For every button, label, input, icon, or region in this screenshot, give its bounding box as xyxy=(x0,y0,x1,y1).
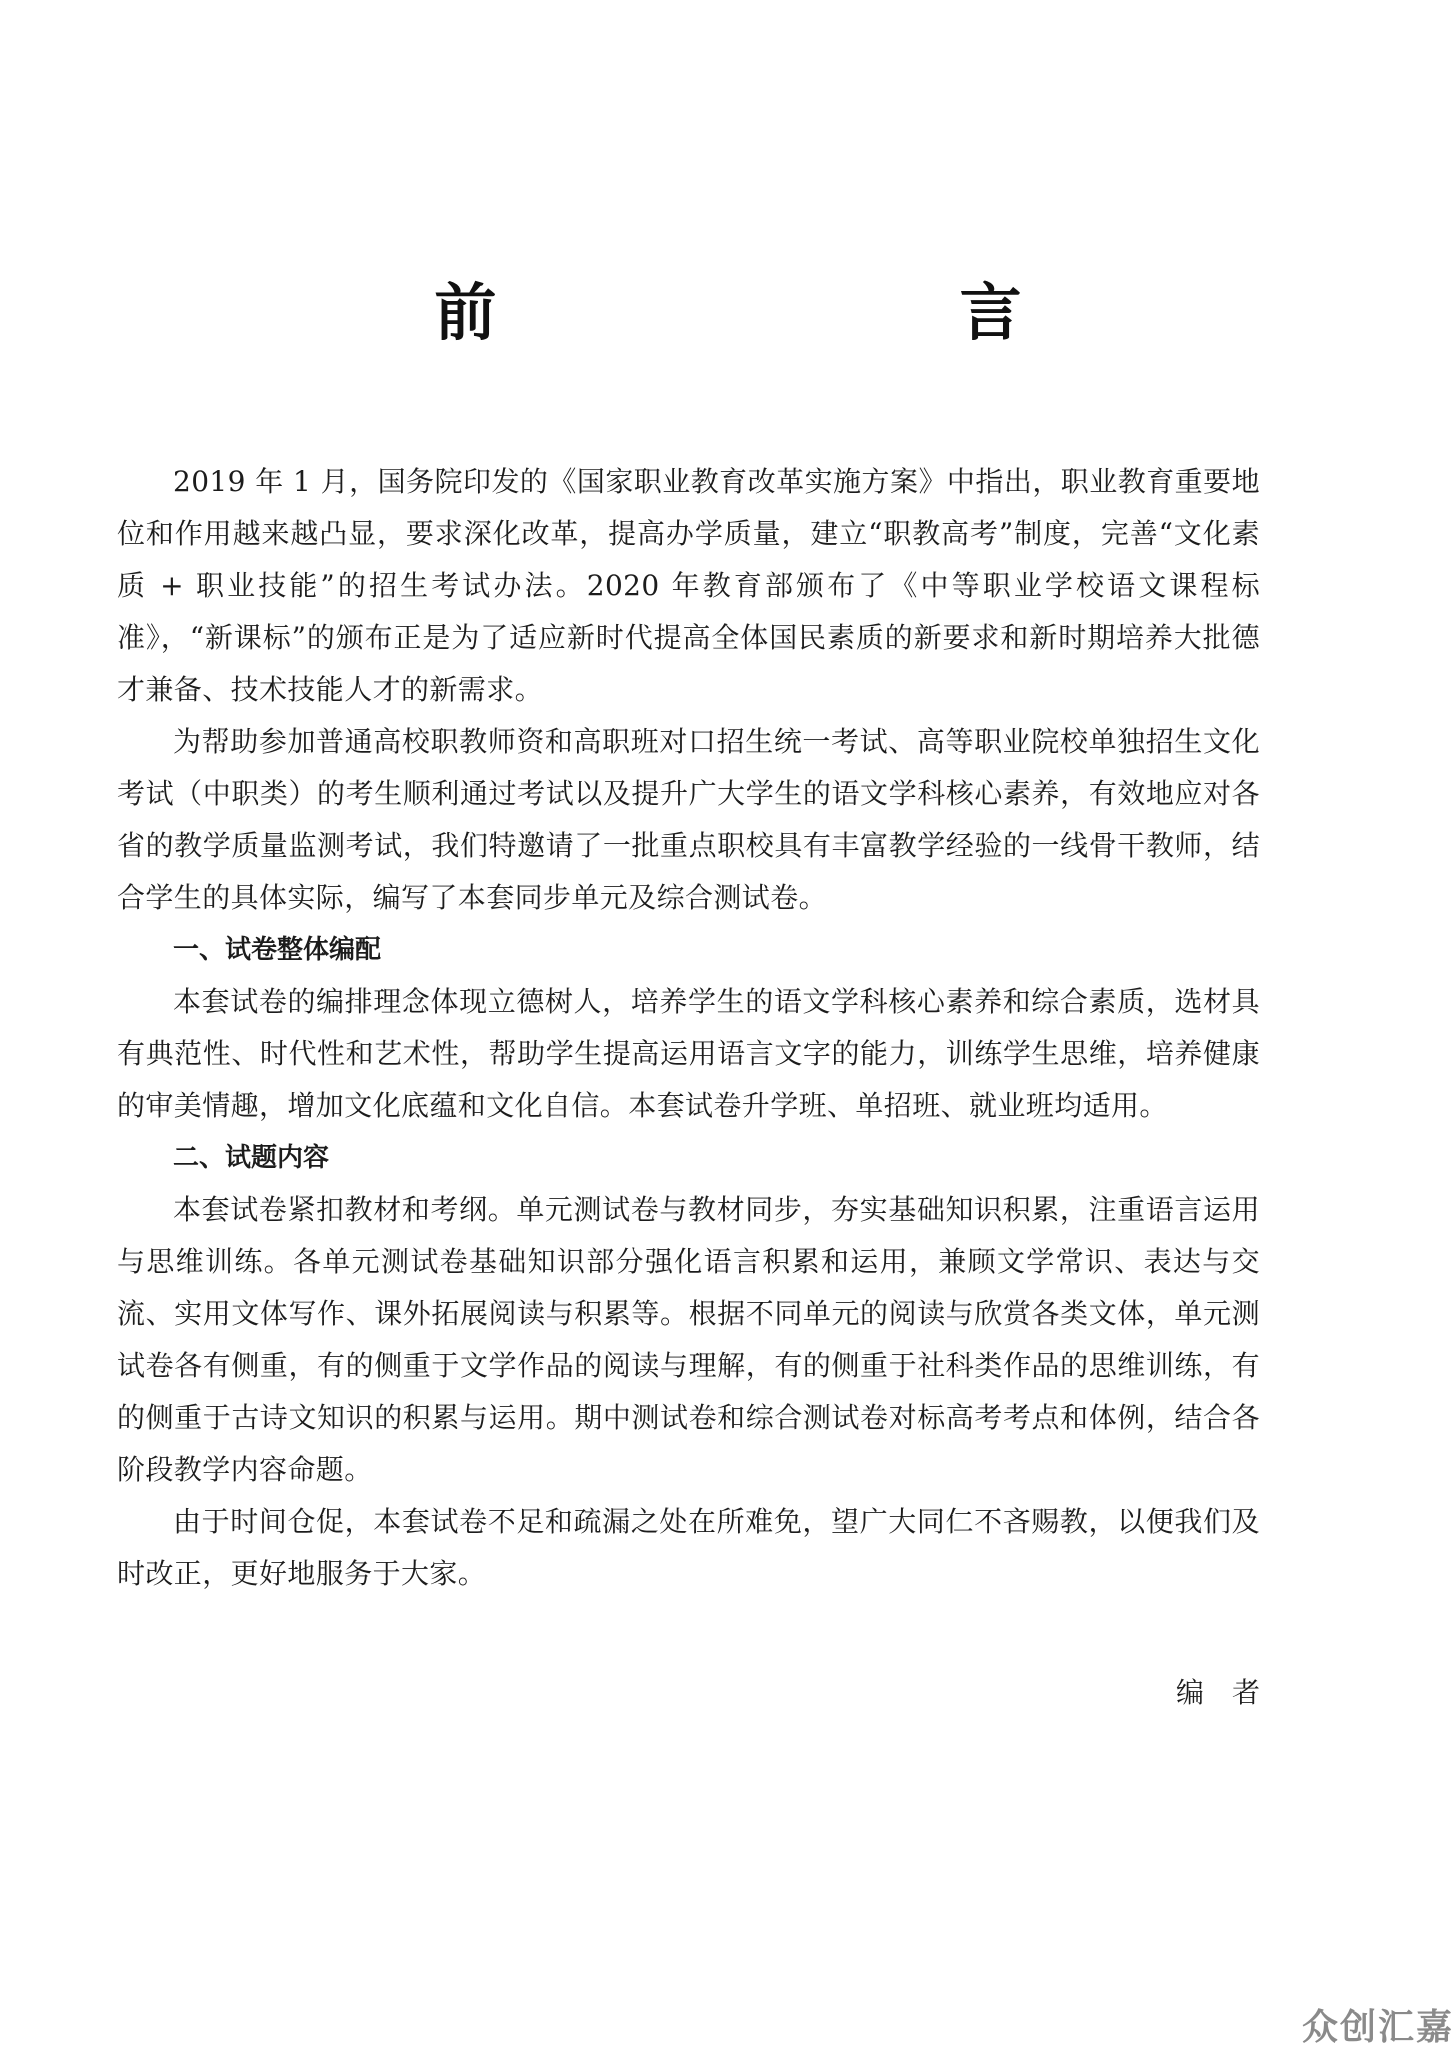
paragraph-purpose: 为帮助参加普通高校职教师资和高职班对口招生统一考试、高等职业院校单独招生文化考试（中职类）的考生顺利通过考试以及提升广大学生的语文学科核心素养，有效地应对各省的教学质量监测考试，我们特邀请了一批重点职校具有丰富教学经验的一线骨干教师，结合学生的具体实际，编写了本套同步单元及综合测试卷。 xyxy=(117,725,1260,914)
editor-signature: 编者 xyxy=(1175,1676,1288,1709)
watermark-text: 众创汇嘉 xyxy=(1302,2007,1455,2047)
preface-body xyxy=(117,456,1260,1600)
section-heading-structure: 一、试卷整体编配 xyxy=(173,935,382,965)
paragraph-structure: 本套试卷的编排理念体现立德树人，培养学生的语文学科核心素养和综合素质，选材具有典范性、时代性和艺术性，帮助学生提高运用语言文字的能力，训练学生思维，培养健康的审美情趣，增加文化底蕴和文化自信。本套试卷升学班、单招班、就业班均适用。 xyxy=(117,985,1260,1122)
watermark-logo xyxy=(1296,2001,1456,2047)
paragraph-content: 本套试卷紧扣教材和考纲。单元测试卷与教材同步，夯实基础知识积累，注重语言运用与思维训练。各单元测试卷基础知识部分强化语言积累和运用，兼顾文学常识、表达与交流、实用文体写作、课外拓展阅读与积累等。根据不同单元的阅读与欣赏各类文体，单元测试卷各有侧重，有的侧重于文学作品的阅读与理解，有的侧重于社科类作品的思维训练，有的侧重于古诗文知识的积累与运用。期中测试卷和综合测试卷对标高考考点和体例，结合各阶段教学内容命题。 xyxy=(117,1193,1260,1486)
page-title: 前 言 xyxy=(434,276,1162,349)
paragraph-closing: 由于时间仓促，本套试卷不足和疏漏之处在所难免，望广大同仁不吝赐教，以便我们及时改正，更好地服务于大家。 xyxy=(117,1505,1260,1590)
section-heading-content: 二、试题内容 xyxy=(173,1143,330,1173)
paragraph-intro: 2019 年 1 月，国务院印发的《国家职业教育改革实施方案》中指出，职业教育重要地位和作用越来越凸显，要求深化改革，提高办学质量，建立“职教高考”制度，完善“文化素质 + 职业技能”的招生考试办法。2020 年教育部颁布了《中等职业学校语文课程标准》，“新课标”的颁布正是为了适应新时代提高全体国民素质的新要求和新时期培养大批德才兼备、技术技能人才的新需求。 xyxy=(117,465,1260,706)
